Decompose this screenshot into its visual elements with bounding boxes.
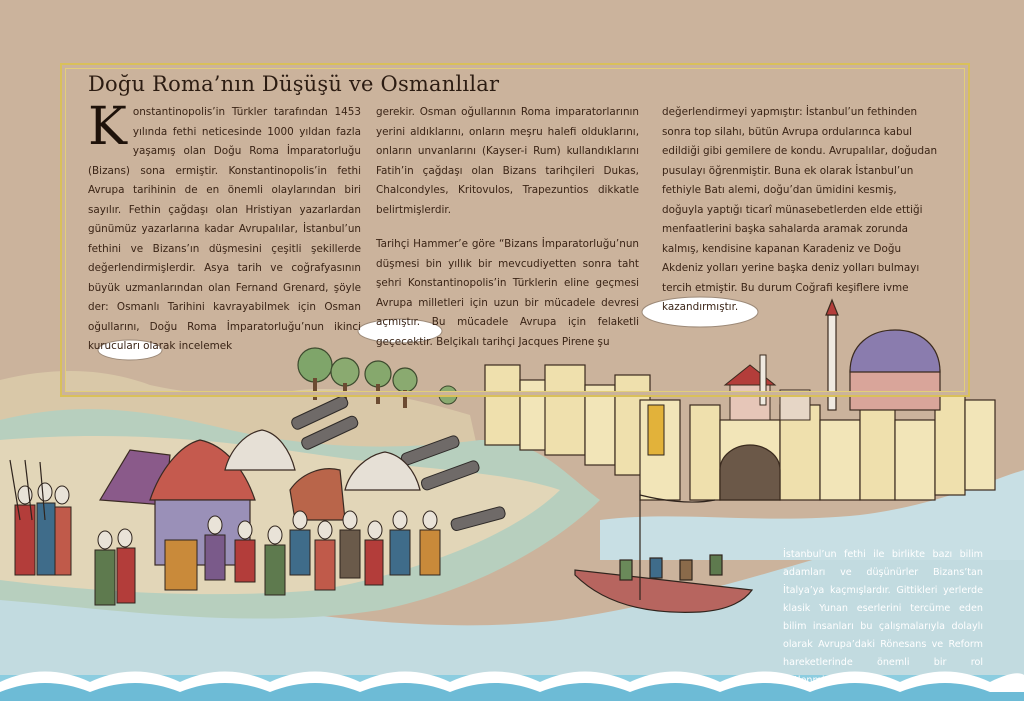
column-2-paragraph-1: gerekir. Osman oğullarının Roma imparatorlarının yerini aldıklarını, onların meşru halefi olduklarını, onların unvanlarını (Kayser-i Rum) kullandıklarını Fatih’in çağdaşı olan Bizans tarihçileri Dukas, Chalcondyles, Kritovulos, Trapezuntios dikkatle belirtmişlerdir. xyxy=(376,106,639,216)
text-column-2 xyxy=(376,103,639,367)
column-1-text: onstantinopolis’in Türkler tarafından 1453 yılında fethi neticesinde 1000 yıldan fazla yaşamış olan Doğu Roma İmparatorluğu (Bizans) sona ermiştir. Konstantinopolis’in fethi Avrupa tarihinin de en önemli olaylarından biri sayılır. Fethin çağdaşı olan Hristiyan yazarlardan günümüz yazarlarına kadar Avrupalılar, İstanbul’un fethini ve Bizans’ın düşmesini çeşitli şekillerde değerlendirmişlerdir. Asya tarih ve coğrafyasının büyük uzmanlarından olan Fernand Grenard, şöyle der: Osmanlı Tarihini kavrayabilmek için Osman oğullarını, Doğu Roma İmparatorluğu’nun ikinci kurucuları olarak incelemek xyxy=(88,106,361,352)
text-column-3 xyxy=(662,103,938,333)
column-3-text: değerlendirmeyi yapmıştır: İstanbul’un fethinden sonra top silahı, bütün Avrupa ordularınca kabul edildiği gibi gemilere de kondu. Avrupalılar, doğudan pusulayı öğrenmiştir. Buna ek olarak İstanbul’un fethiyle Batı alemi, doğu’dan ümidini kesmiş, doğuyla yaptığı ticarî münasebetlerden elde ettiği menfaatlerini başka sahalarda aramak zorunda kalmış, kendisine kapanan Karadeniz ve Doğu Akdeniz yolları yerine başka deniz yolları bulmayı tercih etmiştir. Bu durum Coğrafi keşiflere ivme kazandırmıştır. xyxy=(662,106,938,313)
page-title: Doğu Roma’nın Düşüşü ve Osmanlılar xyxy=(88,72,500,96)
drop-cap: K xyxy=(88,97,127,157)
banner xyxy=(648,405,664,455)
column-2-paragraph-2: Tarihçi Hammer’e göre “Bizans İmparatorluğu’nun düşmesi bin yıllık bir mevcudiyetten sonra taht şehri Konstantinopolis’in Türklerin eline geçmesi Avrupa milletleri için uzun bir mücadele devresi açmıştır. Bu mücadele Avrupa için felaketli geçecektir. Belçikalı tarihçi Jacques Pirene şu xyxy=(376,238,639,348)
illustration-caption: İstanbul’un fethi ile birlikte bazı bilim adamları ve düşünürler Bizans’tan İtalya’ya kaçmışlardır. Gittikleri yerlerde klasik Yunan eserlerini tercüme eden bilim insanları bu çalışmalarıyla dolaylı olarak Avrupa’daki Rönesans ve Reform hareketlerinde önemli bir rol üstlenmiştir... xyxy=(783,549,983,686)
text-column-1 xyxy=(88,97,361,357)
